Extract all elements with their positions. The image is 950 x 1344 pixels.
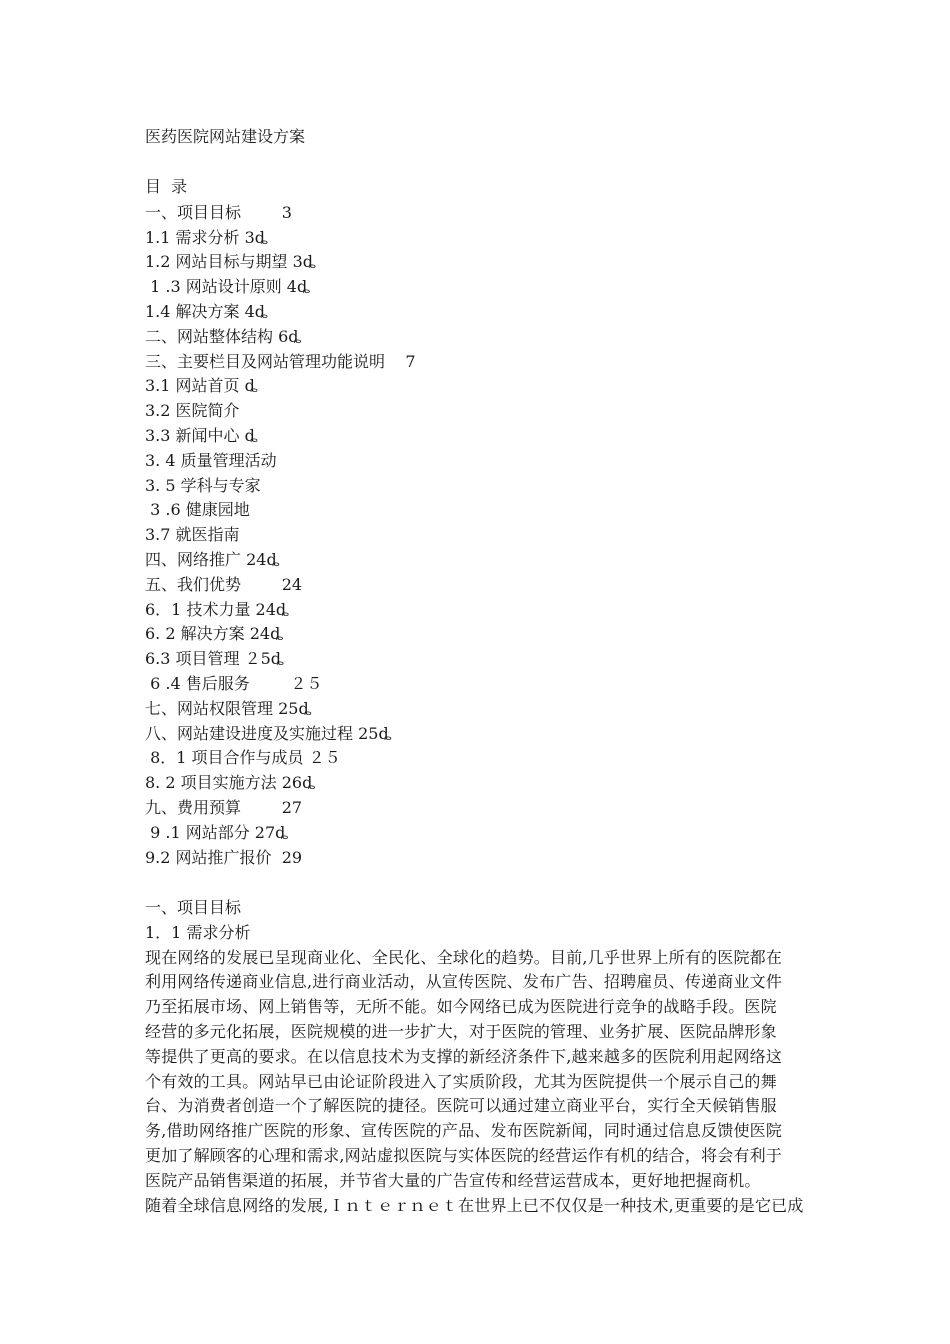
toc-entry: 6 .4 售后服务 ２５ <box>145 673 323 693</box>
toc-entry: 3. 4 质量管理活动 <box>145 450 277 470</box>
paragraph-line: 利用网络传递商业信息,进行商业活动，从宣传医院、发布广告、招聘雇员、传递商业文件 <box>145 972 783 992</box>
paragraph-line: 医院产品销售渠道的拓展，并节省大量的广告宣传和经营运营成本，更好地把握商机。 <box>145 1170 761 1190</box>
paragraph-line: 更加了解顾客的心理和需求,网站虚拟医院与实体医院的经营运作有机的结合，将会有利于 <box>145 1145 783 1165</box>
paragraph-line: 务,借助网络推广医院的形象、宣传医院的产品、发布医院新闻，同时通过信息反馈使医院 <box>145 1121 783 1141</box>
toc-entry: 3.1 网站首页 ȡ <box>145 376 258 396</box>
toc-entry: 6．1 技术力量 24ȡ <box>145 599 289 619</box>
paragraph-line: 等提供了更高的要求。在以信息技术为支撑的新经济条件下,越来越多的医院利用起网络这 <box>145 1046 783 1066</box>
toc-entry: 9.2 网站推广报价 29 <box>145 847 303 867</box>
paragraph-line: 乃至拓展市场、网上销售等，无所不能。如今网络已成为医院进行竞争的战略手段。医院 <box>145 997 777 1017</box>
toc-heading: 目 录 <box>145 177 188 196</box>
toc-entry: 1 .3 网站设计原则 4ȡ <box>145 277 310 297</box>
body-paragraph <box>145 946 810 1194</box>
paragraph-line: 台、为消费者创造一个了解医院的捷径。医院可以通过建立商业平台，实行全天候销售服 <box>145 1096 777 1116</box>
toc-entry: 6. 2 解决方案 24ȡ <box>145 624 284 644</box>
paragraph-line: 随着全球信息网络的发展,Ｉｎｔｅｒｎｅｔ在世界上已不仅仅是一种技术,更重要的是它已成 <box>145 1195 804 1215</box>
toc-entry: 9 .1 网站部分 27ȡ <box>145 822 289 842</box>
toc-entry: 九、费用预算 27 <box>145 797 303 817</box>
toc-entry: 3.3 新闻中心 ȡ <box>145 425 258 445</box>
toc-entry: 1.1 需求分析 3ȡ <box>145 227 268 247</box>
section-heading: 一、项目目标 <box>145 898 242 917</box>
toc-entry: 三、主要栏目及网站管理功能说明 7 <box>145 351 416 371</box>
document-title: 医药医院网站建设方案 <box>145 127 306 146</box>
toc-entry: 3.2 医院简介 <box>145 401 240 421</box>
toc-entry: 6.3 项目管理 ２5ȡ <box>145 649 284 669</box>
section-project-goals <box>145 896 810 1218</box>
table-of-contents <box>145 176 825 870</box>
body-paragraph <box>145 1194 810 1219</box>
toc-entry: 8．1 项目合作与成员 ２５ <box>145 748 341 768</box>
toc-entry: 八、网站建设进度及实施过程 25ȡ <box>145 723 392 743</box>
toc-entry: 一、项目目标 3 <box>145 202 292 222</box>
toc-entry: 四、网络推广 24ȡ <box>145 549 280 569</box>
toc-entry: 8. 2 项目实施方法 26ȡ <box>145 773 316 793</box>
toc-entry: 五、我们优势 24 <box>145 574 303 594</box>
toc-entry: 3 .6 健康园地 <box>145 500 250 520</box>
paragraph-line: 经营的多元化拓展，医院规模的进一步扩大，对于医院的管理、业务扩展、医院品牌形象 <box>145 1021 777 1041</box>
toc-entry: 1.4 解决方案 4ȡ <box>145 301 268 321</box>
toc-entry: 3. 5 学科与专家 <box>145 475 261 495</box>
subsection-heading: 1．1 需求分析 <box>145 922 251 942</box>
toc-entry: 1.2 网站目标与期望 3ȡ <box>145 252 316 272</box>
paragraph-line: 现在网络的发展已呈现商业化、全民化、全球化的趋势。目前,几乎世界上所有的医院都在 <box>145 947 783 967</box>
toc-entry: 3.7 就医指南 <box>145 525 240 545</box>
toc-entry: 二、网站整体结构 6ȡ <box>145 326 302 346</box>
toc-entry: 七、网站权限管理 25ȡ <box>145 698 312 718</box>
paragraph-line: 个有效的工具。网站早已由论证阶段进入了实质阶段，尤其为医院提供一个展示自己的舞 <box>145 1071 777 1091</box>
